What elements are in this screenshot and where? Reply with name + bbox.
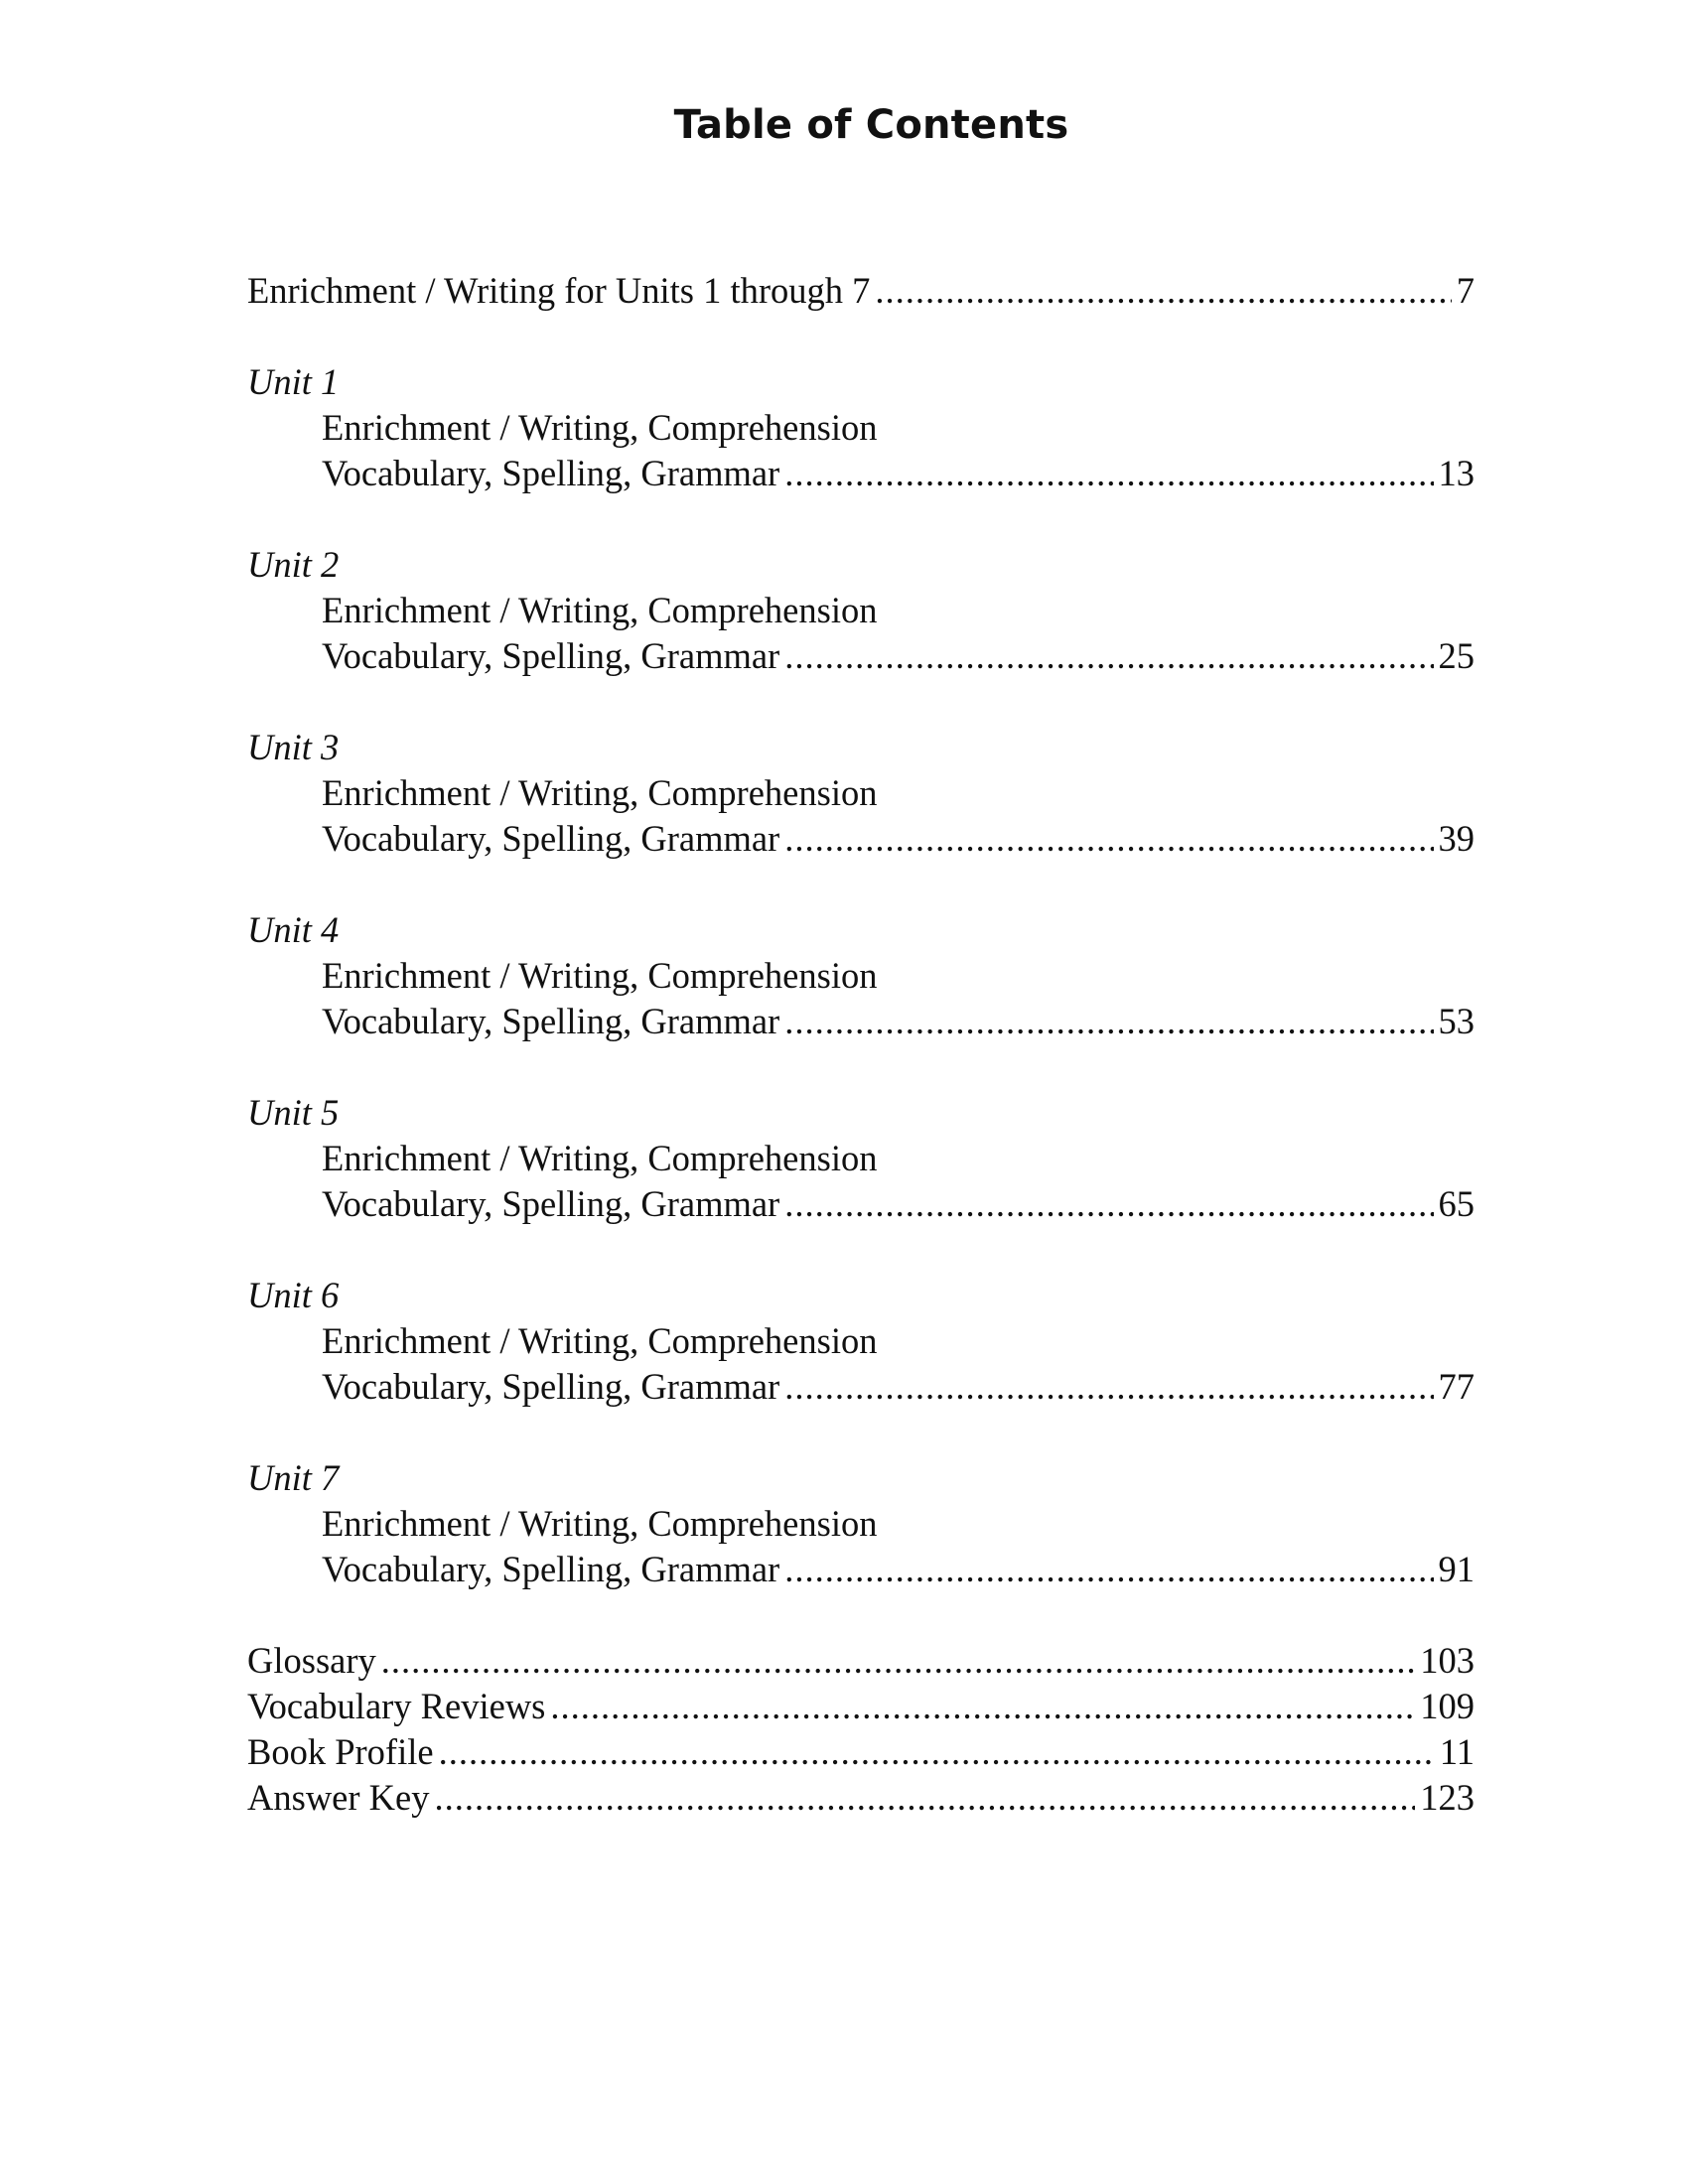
unit-title: Unit 7 [247, 1457, 340, 1498]
toc-entry-label: Glossary [247, 1640, 376, 1681]
toc-page-number: 13 [1438, 453, 1475, 493]
unit-line1-text: Enrichment / Writing, Comprehension [322, 407, 878, 448]
toc-unit-5 [247, 1090, 1475, 1227]
backmatter-list [247, 1638, 1475, 1821]
dot-leader [784, 1547, 1433, 1592]
unit-line1 [247, 770, 1475, 816]
dot-leader [381, 1638, 1415, 1684]
toc-entry-answer-key[interactable] [247, 1775, 1475, 1821]
toc-page-number: 53 [1438, 1001, 1475, 1041]
unit-line1-text: Enrichment / Writing, Comprehension [322, 955, 878, 996]
unit-line2-text: Vocabulary, Spelling, Grammar [322, 1001, 780, 1041]
dot-leader [784, 1181, 1433, 1227]
unit-title: Unit 2 [247, 544, 340, 585]
unit-line1-text: Enrichment / Writing, Comprehension [322, 1138, 878, 1178]
toc-list [247, 268, 1475, 1821]
unit-line1-text: Enrichment / Writing, Comprehension [322, 1320, 878, 1361]
toc-entry-glossary[interactable] [247, 1638, 1475, 1684]
unit-line2-text: Vocabulary, Spelling, Grammar [322, 1366, 780, 1407]
toc-unit-4 [247, 907, 1475, 1044]
unit-line1 [247, 405, 1475, 451]
unit-line1 [247, 953, 1475, 999]
unit-line2-text: Vocabulary, Spelling, Grammar [322, 818, 780, 859]
toc-entry-label: Answer Key [247, 1777, 430, 1818]
dot-leader [434, 1775, 1415, 1821]
toc-unit-1 [247, 359, 1475, 496]
unit-line1 [247, 588, 1475, 633]
toc-entry-unit-2[interactable] [247, 633, 1475, 679]
dot-leader [439, 1729, 1435, 1775]
toc-page-number: 11 [1439, 1731, 1475, 1772]
toc-entry-label: Vocabulary Reviews [247, 1686, 546, 1726]
toc-page-number: 77 [1438, 1366, 1475, 1407]
dot-leader [784, 999, 1433, 1044]
dot-leader [784, 451, 1433, 496]
toc-page-number: 65 [1438, 1183, 1475, 1224]
toc-page-number: 39 [1438, 818, 1475, 859]
page-title: Table of Contents [673, 102, 1069, 148]
toc-entry-unit-6[interactable] [247, 1364, 1475, 1410]
toc-page-number: 123 [1420, 1777, 1475, 1818]
toc-unit-6 [247, 1273, 1475, 1410]
unit-title: Unit 1 [247, 361, 340, 402]
dot-leader [875, 268, 1451, 314]
toc-entry-intro[interactable] [247, 268, 1475, 314]
dot-leader [784, 633, 1433, 679]
unit-line1 [247, 1136, 1475, 1181]
toc-page-number: 91 [1438, 1549, 1475, 1589]
toc-unit-2 [247, 542, 1475, 679]
toc-entry-unit-4[interactable] [247, 999, 1475, 1044]
unit-line1-text: Enrichment / Writing, Comprehension [322, 590, 878, 630]
unit-title: Unit 6 [247, 1275, 340, 1315]
unit-line1-text: Enrichment / Writing, Comprehension [322, 772, 878, 813]
toc-entry-unit-1[interactable] [247, 451, 1475, 496]
unit-title: Unit 3 [247, 727, 340, 767]
toc-entry-label: Book Profile [247, 1731, 434, 1772]
unit-line2-text: Vocabulary, Spelling, Grammar [322, 635, 780, 676]
toc-unit-3 [247, 725, 1475, 862]
toc-entry-vocabulary-reviews[interactable] [247, 1684, 1475, 1729]
unit-line2-text: Vocabulary, Spelling, Grammar [322, 453, 780, 493]
toc-unit-7 [247, 1455, 1475, 1592]
toc-page-number: 103 [1420, 1640, 1475, 1681]
toc-entry-label: Enrichment / Writing for Units 1 through 7 [247, 270, 871, 311]
toc-page-number: 25 [1438, 635, 1475, 676]
unit-line1 [247, 1501, 1475, 1547]
unit-title: Unit 5 [247, 1092, 340, 1133]
dot-leader [784, 1364, 1433, 1410]
toc-page-number: 7 [1456, 270, 1475, 311]
unit-line1 [247, 1318, 1475, 1364]
toc-entry-book-profile[interactable] [247, 1729, 1475, 1775]
toc-page-number: 109 [1420, 1686, 1475, 1726]
toc-entry-unit-7[interactable] [247, 1547, 1475, 1592]
unit-title: Unit 4 [247, 909, 340, 950]
unit-line2-text: Vocabulary, Spelling, Grammar [322, 1549, 780, 1589]
toc-entry-unit-3[interactable] [247, 816, 1475, 862]
dot-leader [550, 1684, 1415, 1729]
dot-leader [784, 816, 1433, 862]
toc-entry-unit-5[interactable] [247, 1181, 1475, 1227]
unit-line1-text: Enrichment / Writing, Comprehension [322, 1503, 878, 1544]
unit-line2-text: Vocabulary, Spelling, Grammar [322, 1183, 780, 1224]
